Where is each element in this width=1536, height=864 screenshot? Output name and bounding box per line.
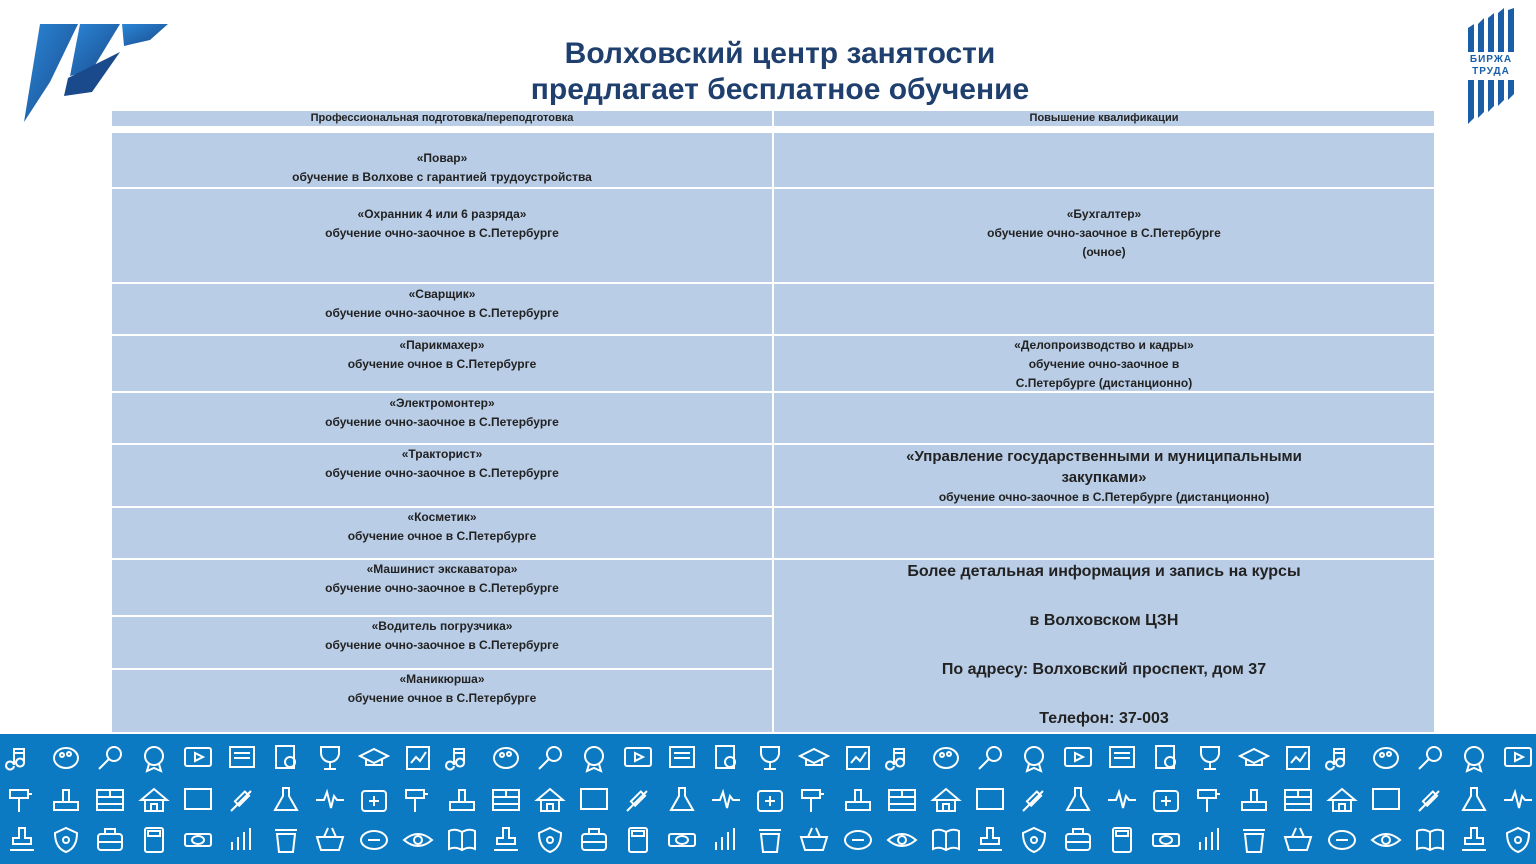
course-desc: обучение в Волхове с гарантией трудоустройства bbox=[292, 170, 592, 184]
music-note-icon bbox=[6, 749, 24, 770]
course-desc: обучение очно-заочное в С.Петербурге bbox=[325, 581, 559, 595]
microphone-icon bbox=[1419, 747, 1441, 769]
award-icon bbox=[145, 747, 163, 771]
pipe-icon bbox=[933, 830, 959, 850]
bar-chart-icon bbox=[1065, 748, 1091, 766]
bricks-icon bbox=[978, 828, 1002, 850]
course-name: «Парикмахер» bbox=[399, 338, 485, 352]
paint-roller-icon bbox=[888, 834, 916, 846]
book-icon bbox=[404, 834, 432, 846]
banknote-icon bbox=[145, 828, 163, 852]
col-header-professional: Профессиональная подготовка/переподготовка bbox=[112, 111, 772, 126]
course-desc: обучение очное в С.Петербурге bbox=[347, 357, 537, 371]
document-search-icon bbox=[276, 746, 295, 768]
footer-icon-band bbox=[0, 734, 1536, 864]
col-header-qualification: Повышение квалификации bbox=[774, 111, 1434, 126]
course-tractor-driver bbox=[112, 445, 772, 506]
course-desc: обучение очно-заочное в С.Петербурге bbox=[325, 226, 559, 240]
title-line-1: Волховский центр занятости bbox=[564, 37, 996, 70]
monitor-icon bbox=[1066, 829, 1090, 850]
medical-kit-icon bbox=[800, 749, 828, 765]
course-desc: обучение очно-заочное в С.Петербурге bbox=[325, 638, 559, 652]
course-desc: обучение очно-заочное в bbox=[1028, 357, 1180, 371]
contact-info bbox=[774, 560, 1434, 732]
syringe-icon bbox=[670, 747, 694, 767]
house-icon bbox=[1023, 828, 1045, 852]
basket-icon bbox=[1156, 746, 1175, 768]
palette-icon bbox=[1374, 748, 1398, 768]
monitor-icon bbox=[625, 748, 651, 766]
medical-kit-icon bbox=[362, 791, 386, 811]
course-manicurist bbox=[112, 670, 772, 732]
course-desc: обучение очно-заочное в С.Петербурге bbox=[325, 415, 559, 429]
document-search-icon bbox=[716, 828, 734, 850]
syringe-icon bbox=[231, 791, 251, 811]
video-player-icon bbox=[1505, 748, 1531, 766]
cup-icon bbox=[1110, 747, 1134, 767]
pipe-icon bbox=[54, 790, 78, 810]
course-name: «Сварщик» bbox=[408, 287, 476, 301]
shield-icon bbox=[450, 790, 474, 810]
shield-icon bbox=[1329, 831, 1355, 849]
chart-icon bbox=[1285, 790, 1311, 810]
eye-icon bbox=[1240, 749, 1268, 765]
bar-chart-icon bbox=[627, 791, 647, 811]
award-icon bbox=[1465, 747, 1483, 771]
course-name: «Управление государственными и муниципальными bbox=[906, 448, 1302, 465]
info-address: По адресу: Волховский проспект, дом 37 bbox=[941, 661, 1267, 678]
info-line-1: Более детальная информация и запись на курсы bbox=[907, 563, 1301, 580]
course-welder bbox=[112, 284, 772, 334]
course-name: «Косметик» bbox=[407, 510, 477, 524]
palette-icon bbox=[54, 748, 78, 768]
shield-icon bbox=[10, 828, 34, 850]
book-icon bbox=[1287, 747, 1309, 769]
course-name-2: закупками» bbox=[1061, 469, 1147, 486]
video-player-icon bbox=[1067, 788, 1089, 810]
stamp-icon bbox=[847, 747, 869, 769]
course-guard bbox=[112, 189, 772, 282]
music-note-icon bbox=[889, 790, 915, 810]
monitor-icon bbox=[185, 789, 211, 809]
footer-icons bbox=[0, 734, 1536, 864]
paint-roller-icon bbox=[446, 749, 464, 770]
calculator-icon bbox=[1417, 830, 1443, 850]
course-procurement bbox=[774, 445, 1434, 506]
microphone-icon bbox=[539, 828, 561, 852]
qualification-empty-1 bbox=[774, 133, 1434, 187]
pipe-icon bbox=[1373, 789, 1399, 809]
medical-kit-icon bbox=[1243, 830, 1265, 852]
heartbeat-icon bbox=[761, 747, 779, 769]
course-forklift-driver bbox=[112, 617, 772, 668]
trophy-icon bbox=[1198, 790, 1220, 812]
eye-icon bbox=[802, 790, 824, 812]
stamp-icon bbox=[1285, 828, 1311, 850]
flask-icon bbox=[275, 788, 297, 810]
microphone-icon bbox=[99, 747, 121, 769]
chart-icon bbox=[407, 747, 429, 769]
bricks-icon bbox=[97, 790, 123, 810]
newspaper-icon bbox=[230, 747, 254, 767]
course-excavator-operator bbox=[112, 560, 772, 615]
banknote-icon bbox=[1025, 747, 1043, 771]
calculator-icon bbox=[979, 747, 1001, 769]
course-desc: обучение очно-заочное в С.Петербурге (дистанционно) bbox=[938, 490, 1270, 504]
paint-roller-icon bbox=[10, 790, 32, 812]
briefcase-icon bbox=[1372, 834, 1400, 846]
briefcase-icon bbox=[55, 828, 77, 852]
house-icon bbox=[585, 747, 603, 771]
trophy-icon bbox=[321, 747, 339, 769]
course-cook bbox=[112, 133, 772, 187]
course-desc: обучение очно-заочное в С.Петербурге bbox=[325, 306, 559, 320]
calculator-icon bbox=[98, 829, 122, 850]
bar-chart-icon bbox=[1507, 828, 1529, 852]
eye-icon bbox=[361, 831, 387, 849]
palette-icon bbox=[494, 828, 518, 850]
pipe-icon bbox=[494, 748, 518, 768]
course-note: (очное) bbox=[1082, 245, 1126, 259]
book-icon bbox=[846, 790, 870, 810]
banknote-icon bbox=[581, 789, 607, 809]
briefcase-icon bbox=[934, 748, 958, 768]
qualification-empty-2 bbox=[774, 284, 1434, 334]
syringe-icon bbox=[1113, 828, 1131, 852]
info-phone: Телефон: 37-003 bbox=[1039, 710, 1169, 727]
paint-roller-icon bbox=[1329, 789, 1355, 811]
title-line-2: предлагает бесплатное обучение bbox=[530, 73, 1030, 106]
course-records-management bbox=[774, 336, 1434, 391]
course-name: «Повар» bbox=[416, 151, 468, 165]
chart-icon bbox=[845, 831, 871, 849]
cup-icon bbox=[671, 788, 693, 810]
house-icon bbox=[141, 789, 167, 811]
course-cosmetician bbox=[112, 508, 772, 558]
heartbeat-icon bbox=[316, 792, 344, 808]
music-note-icon bbox=[1326, 749, 1344, 770]
birzha-truda-label: БИРЖА ТРУДА bbox=[1466, 54, 1516, 78]
course-name: «Делопроизводство и кадры» bbox=[1014, 338, 1194, 352]
shield-icon bbox=[886, 749, 904, 770]
course-desc-2: С.Петербурге (дистанционно) bbox=[1015, 376, 1193, 390]
bar-chart-icon bbox=[185, 834, 211, 846]
document-search-icon bbox=[1154, 791, 1178, 811]
microphone-icon bbox=[977, 789, 1003, 809]
course-electrician bbox=[112, 393, 772, 443]
bricks-icon bbox=[539, 747, 561, 769]
trophy-icon bbox=[759, 830, 781, 852]
graduation-cap-icon bbox=[1242, 790, 1266, 810]
speech-bubble-icon bbox=[317, 828, 343, 850]
cup-icon bbox=[232, 828, 250, 850]
flask-icon bbox=[1153, 834, 1179, 846]
course-name: «Охранник 4 или 6 разряда» bbox=[357, 207, 527, 221]
courses-table bbox=[112, 111, 1434, 732]
video-player-icon bbox=[629, 828, 647, 852]
course-name: «Бухгалтер» bbox=[1066, 207, 1142, 221]
course-desc: обучение очное в С.Петербурге bbox=[347, 691, 537, 705]
course-desc: обучение очно-заочное в С.Петербурге bbox=[987, 226, 1221, 240]
stamp-icon bbox=[406, 790, 428, 812]
graduation-cap-icon bbox=[801, 828, 827, 850]
speech-bubble-icon bbox=[758, 791, 782, 811]
info-line-2: в Волховском ЦЗН bbox=[1029, 612, 1179, 629]
calculator-icon bbox=[537, 789, 563, 811]
course-name: «Машинист экскаватора» bbox=[366, 562, 518, 576]
qualification-empty-4 bbox=[774, 508, 1434, 558]
award-icon bbox=[582, 829, 606, 850]
house-icon bbox=[1463, 788, 1485, 810]
qualification-empty-3 bbox=[774, 393, 1434, 443]
flask-icon bbox=[716, 746, 735, 768]
briefcase-icon bbox=[493, 790, 519, 810]
page-title bbox=[380, 36, 1180, 108]
course-accountant bbox=[774, 189, 1434, 282]
course-desc: обучение очно-заочное в С.Петербурге bbox=[325, 466, 559, 480]
course-name: «Маникюрша» bbox=[399, 672, 485, 686]
course-hairdresser bbox=[112, 336, 772, 391]
graduation-cap-icon bbox=[360, 749, 388, 765]
banknote-icon bbox=[1462, 828, 1486, 850]
speech-bubble-icon bbox=[1201, 747, 1219, 769]
heartbeat-icon bbox=[1200, 828, 1218, 850]
monitor-icon bbox=[1504, 792, 1532, 808]
award-icon bbox=[1023, 791, 1043, 811]
course-name: «Тракторист» bbox=[401, 447, 483, 461]
bricks-icon bbox=[1419, 791, 1439, 811]
course-name: «Электромонтер» bbox=[389, 396, 495, 410]
course-desc: обучение очное в С.Петербурге bbox=[347, 529, 537, 543]
newspaper-icon bbox=[669, 834, 695, 846]
basket-icon bbox=[712, 792, 740, 808]
newspaper-icon bbox=[1108, 792, 1136, 808]
basket-icon bbox=[275, 830, 297, 852]
music-note-icon bbox=[449, 830, 475, 850]
course-name: «Водитель погрузчика» bbox=[371, 619, 513, 633]
palette-icon bbox=[933, 789, 959, 811]
video-player-icon bbox=[185, 748, 211, 766]
